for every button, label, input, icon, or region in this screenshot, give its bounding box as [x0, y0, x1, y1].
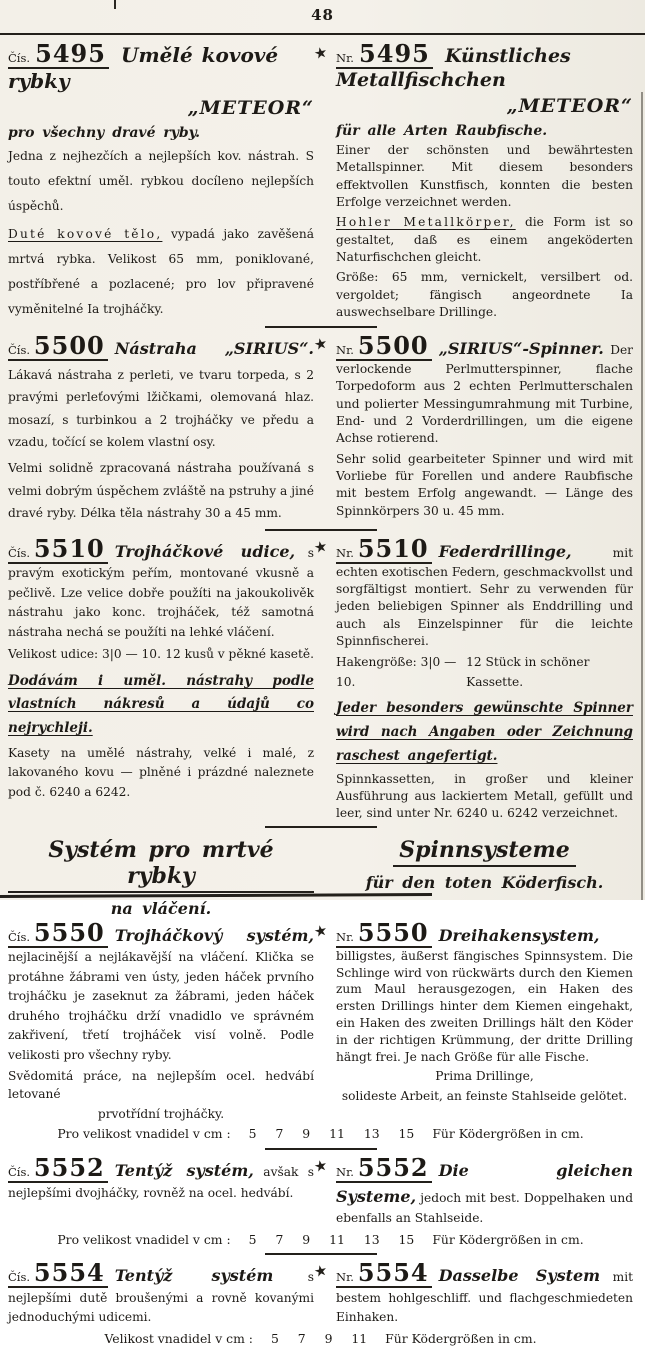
entry-subtitle: pro všechny dravé ryby. — [8, 125, 201, 141]
section-subtitle: für den toten Köderfisch. — [365, 872, 604, 892]
entry-title: Trojháčkový systém, — [114, 925, 314, 945]
entry-paragraph — [8, 1152, 315, 1203]
size-suffix: Für Ködergrößen in cm. — [432, 1231, 584, 1247]
paragraph-text: billigstes, äußerst fängisches Spinnsystem. Die Schlinge wird von rückwärts durch den Kiemen zum Maul herausgezogen, ein Haken des ersten Drillings hinter dem Kiemen eingehakt, ein Haken des zweiten Drillings hält den Köder in der richtigen Krümmung, der dritte Drilling hängt frei. Je nach Größe für alle Fische. — [336, 948, 633, 1064]
section-header-german — [336, 837, 633, 918]
entry-paragraph — [336, 1258, 634, 1328]
star-icon: ★ — [312, 536, 330, 557]
entry-title: Trojháčkové udice, — [114, 541, 296, 561]
item-number: Nr. 5552 — [336, 1156, 432, 1183]
entry-paragraph: Einer der schönsten und bewährtesten Metallspinner. Mit diesem besonders effektvollen Kunstfisch, konnten die besten Erfolge verzeichnet werden. — [336, 143, 633, 209]
entry-title: Tentýž systém, — [114, 1160, 254, 1180]
section-divider — [8, 525, 633, 534]
entry-5550-german — [312, 917, 633, 1124]
entry-paragraph: Velmi solidně zpracovaná nástraha používaná s velmi dobrým úspěchem zvláště na pstruhy a jiné dravé ryby. Délka těla nástrahy 30 a 45 mm. — [8, 460, 314, 521]
entry-paragraph — [8, 1258, 314, 1328]
size-specification: Velikost udice: 3|0 — 10. 12 kusů v pěkné kasetě. — [8, 647, 314, 662]
size-prefix: Pro velikost vnadidel v cm : — [57, 1126, 231, 1142]
size-suffix: Für Ködergrößen in cm. — [432, 1126, 584, 1142]
entry-paragraph — [336, 214, 633, 266]
entry-5495-czech-heading — [8, 39, 314, 93]
top-rule — [0, 33, 645, 35]
entry-title: Dreihakensystem, — [438, 925, 600, 945]
entry-paragraph: prvotřídní trojháčky. — [97, 1107, 225, 1122]
entry-paragraph: Svědomitá práce, na nejlepším ocel. hedvábí letované — [8, 1069, 314, 1101]
paragraph-text: s pravým exotickým peřím, montované vkusně a pečlivě. Lze velice dobře použíti na jakoukolivěk nástrahu jako konc. trojháček, též samotná nástraha nechá se použíti na lehké vláčení. — [8, 545, 314, 639]
size-specification: Hakengröße: 3|0 — 10. 12 Stück in schöner Kassette. — [336, 655, 590, 689]
section-divider — [8, 1249, 633, 1258]
size-suffix: Für Ködergrößen in cm. — [385, 1330, 537, 1346]
paragraph-text: jedoch mit best. Doppelhaken und ebenfalls an Stahlseide. — [336, 1190, 633, 1226]
page-edge-shadow — [641, 92, 643, 900]
entry-5495-czech — [8, 40, 314, 322]
size-prefix: Pro velikost vnadidel v cm : — [57, 1231, 231, 1247]
entry-title: Nástraha „SIRIUS“. — [114, 339, 314, 359]
entry-paragraph: Größe: 65 mm, vernickelt, versilbert od. vergoldet; fängisch angeordnete Ia auswechselbare Drillinge. — [336, 270, 633, 319]
paragraph-text: mit echten exotischen Federn, geschmackvollst und sorgfältigst montiert. Sehr zu verwenden für jeden beliebigen Spinner als Enddrilling und auch als Einzelspinner für die leichte Spinnfischerei. — [336, 545, 633, 648]
entry-title: „SIRIUS“-Spinner. — [438, 339, 604, 359]
item-number: Nr. 5550 — [336, 921, 432, 948]
size-prefix: Velikost vnadidel v cm : — [104, 1330, 253, 1346]
promo-note: Dodávám i uměl. nástrahy podle vlastních nákresů a údajů co nejrychleji. — [8, 672, 314, 737]
entry-paragraph — [336, 331, 633, 448]
entry-title: Dasselbe System — [438, 1266, 601, 1286]
size-row-5550 — [8, 1125, 633, 1144]
entry-subtitle: für alle Arten Raubfische. — [336, 123, 548, 139]
entry-paragraph — [8, 533, 314, 643]
section-divider — [8, 822, 633, 831]
section-title: Systém pro mrtvé rybky — [8, 837, 314, 893]
entry-title: Tentýž systém — [114, 1266, 274, 1286]
size-values: 5 7 9 11 — [270, 1330, 368, 1346]
paragraph-text: vypadá jako zavěšená mrtvá rybka. Velikost 65 mm, poniklované, postříbřené a pozlacené; pro lov připravené vyměnitelné Ia trojháčky. — [8, 227, 314, 317]
entry-paragraph — [336, 1152, 633, 1229]
entry-5550-czech — [8, 918, 314, 1124]
entry-5552-czech — [8, 1153, 314, 1229]
entry-5495-german-heading — [336, 39, 633, 91]
paragraph-text: Lákavá nástraha z perleti, ve tvaru torpeda, s 2 pravými perleťovými lžičkami, olemovaná hlaz. mosazí, s turbinkou a 2 trojháčky ve předu a vzadu, točící se kolem vlastní osy. — [8, 367, 314, 450]
page-number: 48 — [311, 6, 334, 24]
entry-title: Künstliches Metallfischchen — [336, 45, 571, 91]
item-number: Nr. 5554 — [336, 1261, 432, 1288]
entry-paragraph: Spinnkassetten, in großer und kleiner Ausführung aus lackiertem Metall, gefüllt und leer, sind unter Nr. 6240 u. 6242 verzeichnet. — [336, 772, 633, 820]
size-row-5552 — [8, 1231, 633, 1250]
item-number: Čís. 5510 — [8, 537, 108, 564]
item-number: Nr. 5500 — [336, 334, 432, 361]
entry-paragraph: solideste Arbeit, an feinste Stahlseide gelötet. — [341, 1089, 628, 1104]
star-icon: ★ — [312, 920, 330, 941]
entry-paragraph — [336, 917, 633, 1066]
star-icon: ★ — [312, 333, 330, 355]
entry-title: Umělé kovové rybky — [8, 43, 279, 93]
promo-note: Jeder besonders gewünschte Spinner wird nach Angaben oder Zeichnung raschest angefertigt. — [336, 700, 633, 764]
entry-title: Die gleichen Systeme, — [336, 1160, 633, 1206]
section-divider — [8, 322, 633, 331]
section-subtitle: na vláčení. — [110, 898, 212, 918]
item-number: Nr. 5510 — [336, 537, 432, 564]
item-number: Čís. 5552 — [8, 1156, 108, 1183]
paragraph-text: s nejlepšími dutě broušenými a rovně kovanými jednoduchými udicemi. — [8, 1270, 314, 1325]
entry-5500-czech — [8, 331, 314, 525]
entry-5510-czech — [8, 534, 314, 822]
entry-paragraph — [8, 222, 314, 322]
item-number: Čís. 5495 — [8, 42, 109, 69]
entry-5554-german — [312, 1258, 634, 1328]
entry-paragraph — [8, 917, 314, 1066]
brand-name: „METEOR“ — [187, 97, 314, 119]
section-divider — [8, 1144, 633, 1153]
entry-paragraph: Kasety na umělé nástrahy, velké i malé, z lakovaného kovu — plněné i prázdné naleznete pod č. 6240 a 6242. — [8, 745, 314, 799]
paragraph-text: nejlacinější a nejlákavější na vláčení. Klička se protáhne žábrami ven ústy, jeden háček prvního trojháčku je zaseknut za žábrami, jeden háček druhého trojháčku drží vnadidlo ve správném zakřivení, třetí trojháček visí volně. Podle velikosti pro všechny ryby. — [8, 950, 314, 1062]
size-row-5554 — [8, 1330, 633, 1349]
size-values: 5 7 9 11 13 15 — [248, 1231, 415, 1247]
entry-paragraph: Jedna z nejhezčích a nejlepších kov. nástrah. S touto efektní uměl. rybkou docíleno nejlepších úspěchů. — [8, 149, 314, 214]
brand-name: „METEOR“ — [506, 95, 633, 117]
star-icon: ★ — [312, 1261, 330, 1282]
item-number: Čís. 5550 — [8, 921, 108, 948]
paragraph-text: Der verlockende Perlmutterspinner, flache Torpedoform aus 2 echten Perlmutterschalen und polierter Messingumrahmung mit Turbine, End- und 2 Vorderdrillingen, um die eigene Achse rotierend. — [336, 343, 633, 446]
entry-paragraph — [8, 331, 314, 454]
item-number: Čís. 5500 — [8, 334, 108, 361]
section-header-czech — [8, 837, 314, 918]
section-title: Spinnsysteme — [393, 837, 576, 867]
entry-paragraph — [336, 533, 633, 651]
two-column-layout — [0, 40, 645, 1349]
star-icon: ★ — [312, 1155, 330, 1177]
entry-5552-german — [312, 1152, 633, 1229]
entry-5554-czech — [8, 1258, 314, 1328]
underlined-lead: Duté kovové tělo, — [8, 227, 163, 242]
entry-paragraph: Sehr solid gearbeiteter Spinner und wird mit Vorliebe für Forellen und andere Raubfische mit bestem Erfolg angewandt. — Länge des Spinnkörpers 30 u. 45 mm. — [336, 451, 633, 518]
entry-5495-german — [312, 39, 634, 322]
paragraph-text: mit bestem hohlgeschliff. und flachgeschmiedeten Einhaken. — [336, 1270, 634, 1325]
size-values: 5 7 9 11 13 15 — [248, 1126, 415, 1142]
entry-5500-german — [312, 331, 633, 525]
entry-5510-german — [312, 533, 633, 822]
item-number: Nr. 5495 — [336, 42, 433, 69]
item-number: Čís. 5554 — [8, 1261, 108, 1288]
underlined-lead: Hohler Metallkörper, — [336, 215, 516, 230]
paragraph-text: die Form ist so gestaltet, daß es einem angeköderten Naturfischchen gleicht. — [336, 215, 634, 264]
paragraph-text: avšak s nejlepšími dvojháčky, rovněž na ocel. hedvábí. — [8, 1164, 315, 1200]
star-icon: ★ — [312, 42, 330, 64]
entry-paragraph: Prima Drillinge, — [435, 1069, 534, 1084]
entry-title: Federdrillinge, — [438, 541, 572, 561]
